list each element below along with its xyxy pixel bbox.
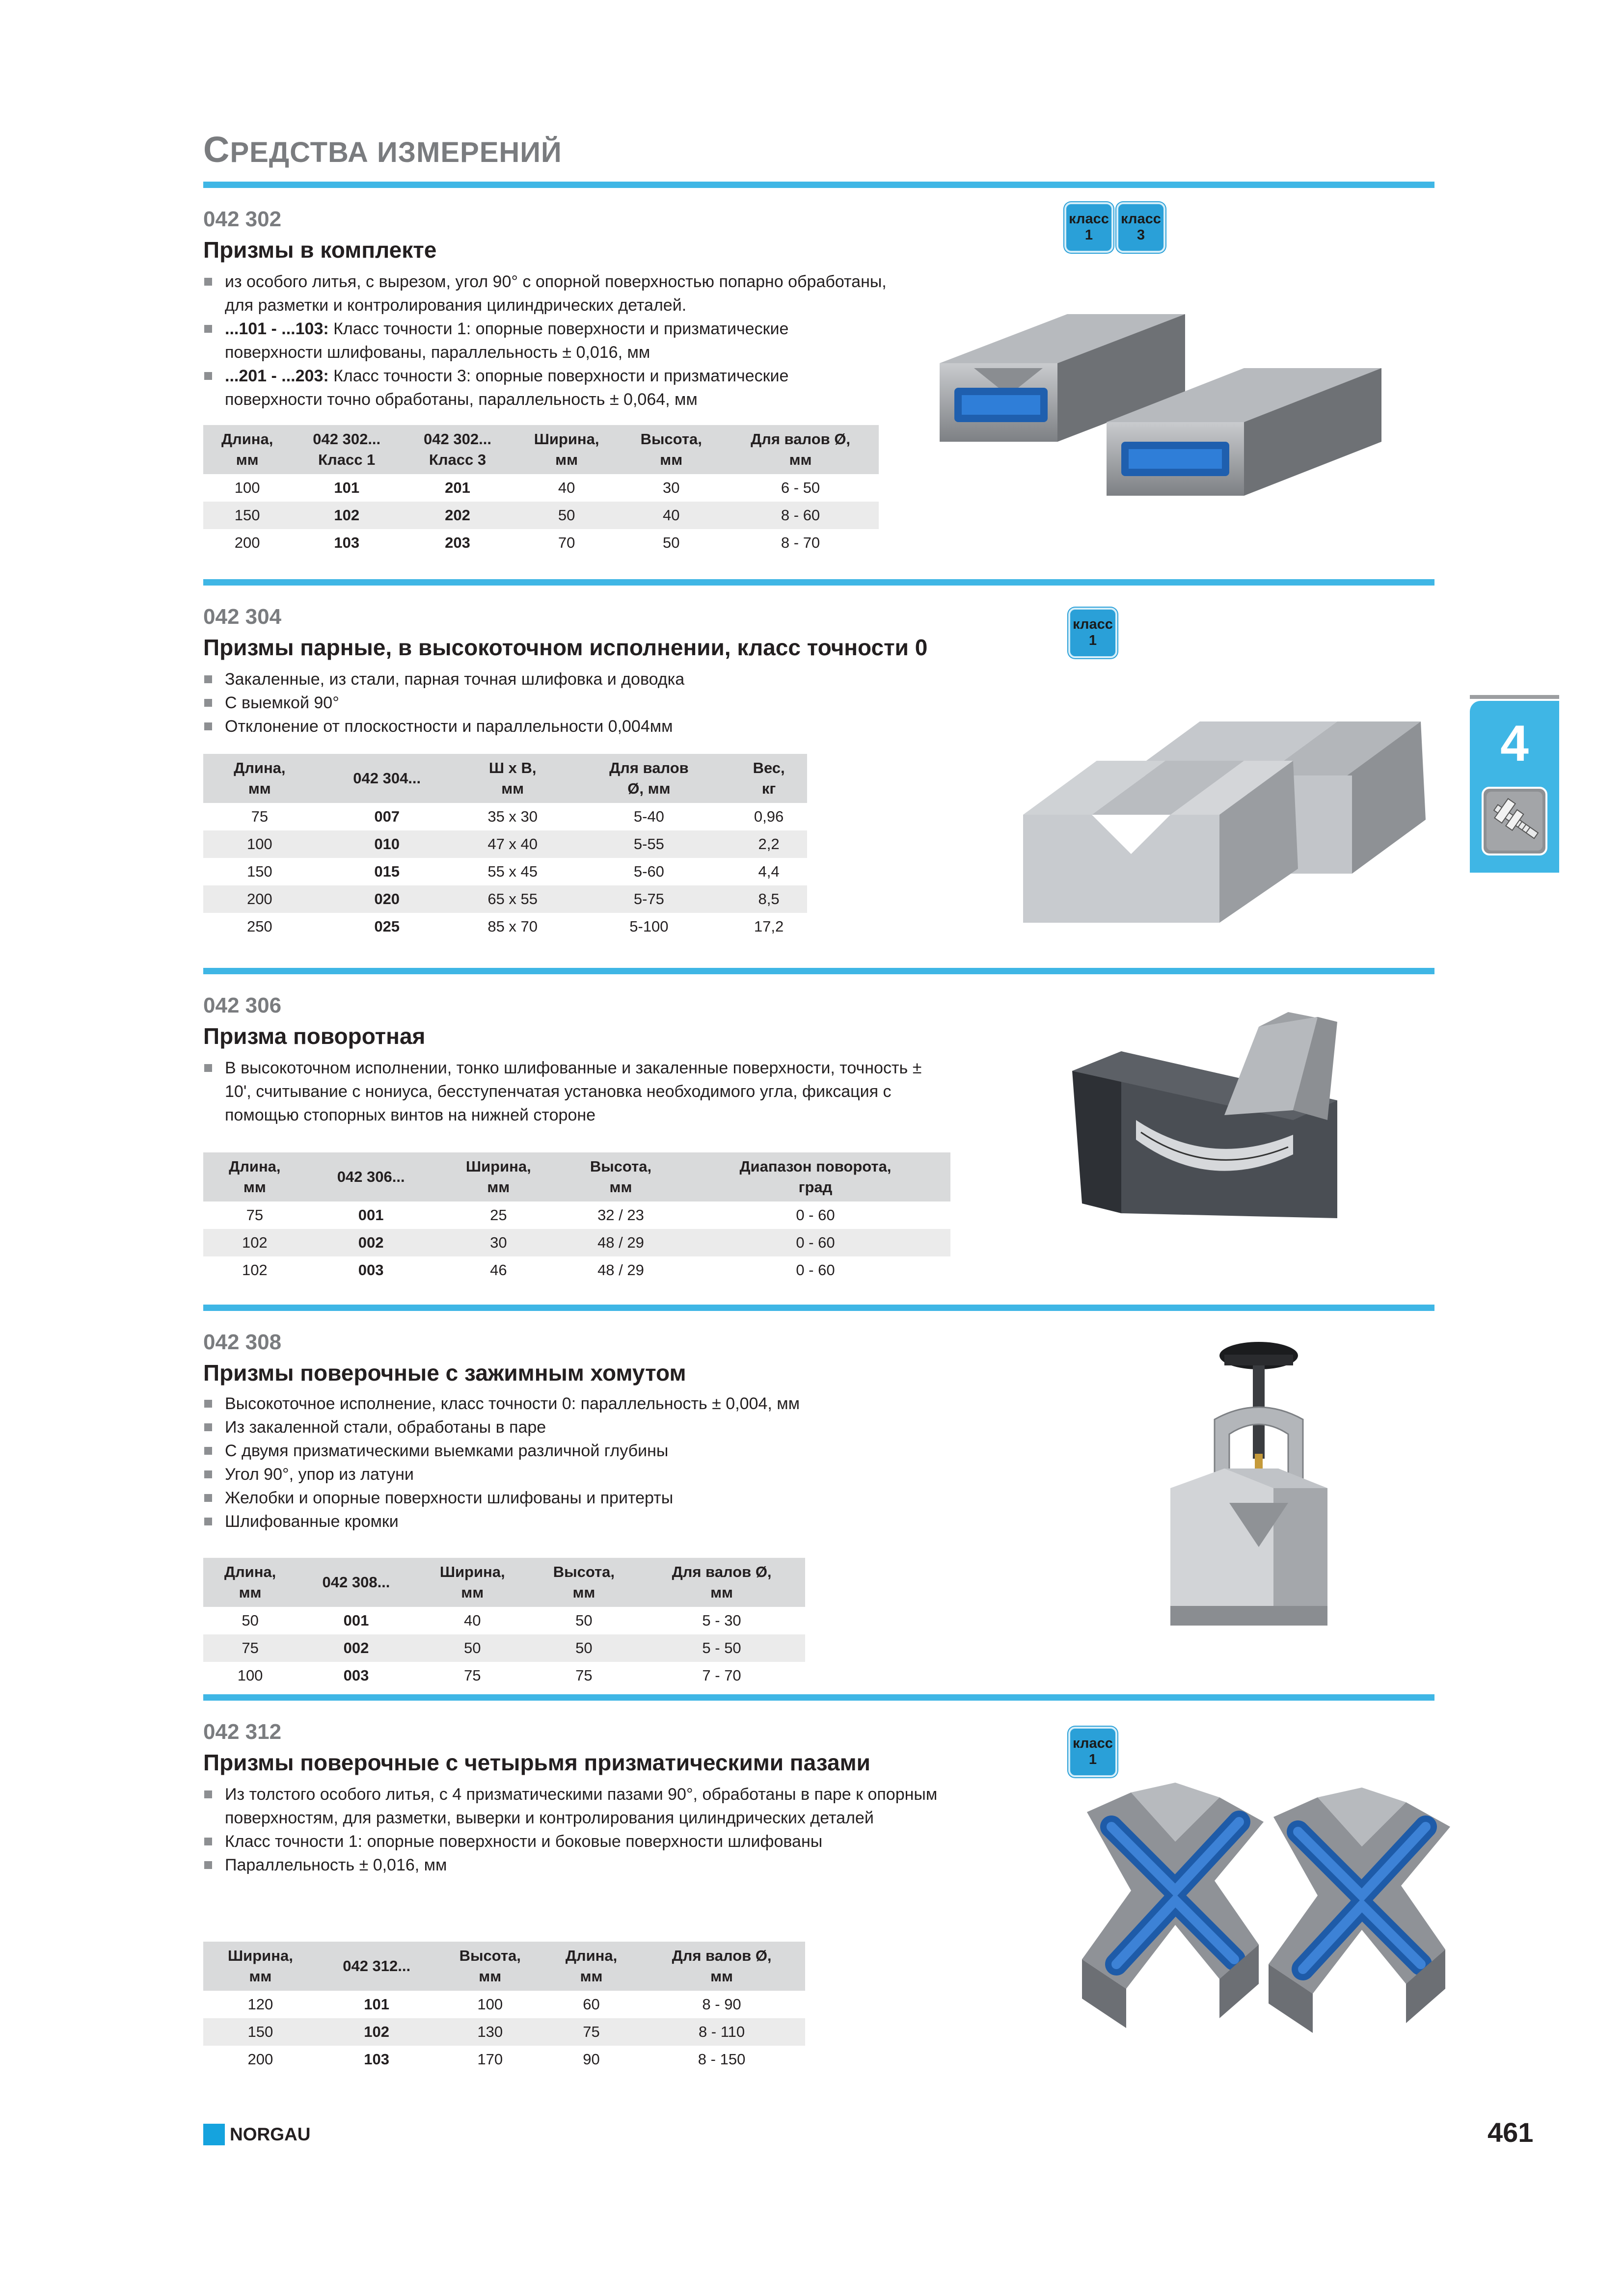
table-cell: 8 - 110 (638, 2018, 805, 2046)
table-cell: 001 (358, 1206, 384, 1224)
chapter-tab[interactable] (1470, 701, 1559, 873)
list-item: В высокоточном исполнении, тонко шлифованные и закаленные поверхности, точность ± 10', считывание с нониуса, бесступенчатая установка необходимого угла, фиксация с помощью стопорных винтов на нижней стороне (203, 1056, 940, 1127)
table-header-row (203, 1558, 805, 1607)
column-header: Для валов Ø, мм (638, 1558, 805, 1607)
table-cell: 200 (247, 2051, 273, 2068)
feature-list (203, 270, 891, 411)
list-item: Желобки и опорные поверхности шлифованы и притерты (203, 1486, 940, 1510)
column-header: 042 302... Класс 3 (402, 425, 513, 474)
table-cell: 150 (203, 502, 291, 529)
table-cell: 50 (662, 534, 680, 551)
column-header: Для валов Ø, мм (638, 1942, 805, 1991)
product-code: 042 304 (203, 605, 282, 629)
table-cell: 003 (343, 1667, 369, 1684)
table-cell: 48 / 29 (561, 1229, 680, 1256)
section-042-302 (203, 182, 1434, 560)
section-042-304 (203, 579, 1434, 957)
table-cell: 010 (316, 830, 458, 858)
table-cell: 100 (237, 1667, 263, 1684)
column-header: Длина, мм (203, 754, 316, 803)
table-cell: 7 - 70 (702, 1667, 741, 1684)
column-header: 042 306... (306, 1152, 436, 1201)
table-cell: 17,2 (754, 918, 784, 935)
column-header: 042 302... Класс 1 (291, 425, 402, 474)
table-cell: 170 (477, 2051, 503, 2068)
table-cell: 202 (402, 502, 513, 529)
table-cell: 50 (513, 502, 620, 529)
table-header-row (203, 1942, 805, 1991)
list-item: из особого литья, с вырезом, угол 90° с опорной поверхностью попарно обработаны, для разметки и контролирования цилиндрических деталей. (203, 270, 891, 317)
table-cell: 40 (558, 479, 575, 496)
spec-table (203, 754, 807, 940)
table-cell: 35 x 30 (487, 808, 538, 825)
accuracy-class-badges (1068, 608, 1117, 658)
brand-name: NORGAU (230, 2124, 311, 2144)
table-cell: 150 (203, 2018, 318, 2046)
feature-list (203, 667, 891, 738)
column-header: 042 312... (318, 1942, 436, 1991)
table-cell: 40 (620, 502, 722, 529)
table-cell: 003 (358, 1261, 384, 1279)
table-cell: 90 (583, 2051, 600, 2068)
accuracy-class-badges (1064, 202, 1165, 253)
table-header-row (203, 425, 879, 474)
table-cell: 50 (242, 1612, 259, 1629)
column-header: Ш x В, мм (458, 754, 568, 803)
brand-logo-square (203, 2124, 225, 2145)
product-code: 042 308 (203, 1330, 282, 1354)
table-cell: 5 - 30 (702, 1612, 741, 1629)
column-header: Для валов Ø, мм (568, 754, 731, 803)
table-cell: 101 (334, 479, 360, 496)
table-cell: 120 (247, 1996, 273, 2013)
table-row (203, 1662, 805, 1689)
table-cell: 100 (234, 479, 260, 496)
table-cell: 8,5 (730, 885, 807, 913)
feature-list (203, 1392, 940, 1533)
list-item: Из закаленной стали, обработаны в паре (203, 1415, 940, 1439)
section-divider (203, 968, 1434, 974)
table-header-row (203, 754, 807, 803)
column-header: Длина, мм (203, 1558, 297, 1607)
table-cell: 102 (291, 502, 402, 529)
section-042-308 (203, 1305, 1434, 1692)
table-cell: 0 - 60 (680, 1229, 950, 1256)
table-cell: 8 - 60 (722, 502, 879, 529)
table-row (203, 1991, 805, 2018)
table-cell: 65 x 55 (458, 885, 568, 913)
table-cell: 75 (463, 1667, 481, 1684)
spec-table (203, 425, 879, 557)
caliper-icon (1482, 787, 1547, 855)
table-cell: 75 (203, 1634, 297, 1662)
list-item: Шлифованные кромки (203, 1510, 940, 1533)
table-cell: 60 (583, 1996, 600, 2013)
table-cell: 102 (242, 1261, 268, 1279)
table-cell: 55 x 45 (487, 863, 538, 880)
table-cell: 47 x 40 (458, 830, 568, 858)
accuracy-class-badges (1068, 1727, 1117, 1777)
table-cell: 75 (251, 808, 269, 825)
table-row (203, 2018, 805, 2046)
table-cell: 100 (203, 830, 316, 858)
column-header: 042 308... (297, 1558, 415, 1607)
table-cell: 70 (558, 534, 575, 551)
table-cell: 103 (364, 2051, 390, 2068)
table-cell: 250 (246, 918, 272, 935)
list-item: Класс точности 1: опорные поверхности и боковые поверхности шлифованы (203, 1830, 940, 1853)
table-row (203, 1256, 950, 1284)
list-item: ...101 - ...103: Класс точности 1: опорные поверхности и призматические поверхности шлифованы, параллельность ± 0,016, мм (203, 317, 891, 364)
product-title: Призма поворотная (203, 1023, 426, 1049)
column-header: Длина, мм (203, 1152, 306, 1201)
list-item: Из толстого особого литья, с 4 призматическими пазами 90°, обработаны в паре к опорным поверхностям, для разметки, выверки и контролирования цилиндрических деталей (203, 1783, 940, 1830)
section-divider (203, 1305, 1434, 1311)
table-cell: 102 (203, 1229, 306, 1256)
column-header: Ширина, мм (436, 1152, 561, 1201)
list-item: ...201 - ...203: Класс точности 3: опорные поверхности и призматические поверхности точно обработаны, параллельность ± 0,064, мм (203, 364, 891, 411)
table-row (203, 502, 879, 529)
table-cell: 85 x 70 (487, 918, 538, 935)
column-header: Высота, мм (530, 1558, 638, 1607)
table-row (203, 913, 807, 940)
product-code: 042 306 (203, 993, 282, 1017)
table-cell: 100 (477, 1996, 503, 2013)
section-042-312 (203, 1694, 1434, 2087)
table-cell: 102 (318, 2018, 436, 2046)
column-header: Вес, кг (730, 754, 807, 803)
table-row (203, 1634, 805, 1662)
table-cell: 50 (530, 1634, 638, 1662)
page-number: 461 (1488, 2117, 1534, 2148)
table-cell: 0,96 (754, 808, 784, 825)
page-title: СРЕДСТВА ИЗМЕРЕНИЙ (203, 129, 562, 170)
table-cell: 025 (374, 918, 400, 935)
product-title: Призмы поверочные с зажимным хомутом (203, 1360, 686, 1386)
table-row (203, 885, 807, 913)
column-header: Ширина, мм (203, 1942, 318, 1991)
column-header: 042 304... (316, 754, 458, 803)
table-cell: 5-55 (568, 830, 731, 858)
chapter-number: 4 (1500, 715, 1529, 772)
column-header: Высота, мм (436, 1942, 544, 1991)
spec-table (203, 1152, 950, 1284)
table-cell: 103 (334, 534, 360, 551)
table-cell: 200 (203, 885, 316, 913)
column-header: Диапазон поворота, град (680, 1152, 950, 1201)
column-header: Длина, мм (203, 425, 291, 474)
table-cell: 5-75 (568, 885, 731, 913)
table-row (203, 858, 807, 885)
product-title: Призмы в комплекте (203, 237, 437, 263)
table-cell: 150 (246, 863, 272, 880)
product-code: 042 312 (203, 1720, 282, 1744)
table-cell: 75 (246, 1206, 264, 1224)
table-row (203, 474, 879, 502)
table-row (203, 529, 879, 557)
table-cell: 0 - 60 (796, 1261, 835, 1279)
table-cell: 6 - 50 (781, 479, 820, 496)
chapter-tab-bar (1470, 695, 1559, 699)
list-item: Отклонение от плоскостности и параллельности 0,004мм (203, 715, 891, 738)
class-badge: класс 3 (1116, 202, 1165, 253)
section-divider (203, 579, 1434, 586)
section-divider (203, 1694, 1434, 1701)
table-cell: 015 (374, 863, 400, 880)
list-item: Закаленные, из стали, парная точная шлифовка и доводка (203, 667, 891, 691)
table-cell: 0 - 60 (796, 1206, 835, 1224)
table-cell: 002 (297, 1634, 415, 1662)
table-cell: 25 (490, 1206, 507, 1224)
table-cell: 75 (575, 1667, 593, 1684)
table-row (203, 803, 807, 830)
rotary-v-block-image (1062, 1007, 1367, 1218)
feature-list (203, 1056, 940, 1127)
list-item: Параллельность ± 0,016, мм (203, 1853, 940, 1877)
list-item: С выемкой 90° (203, 691, 891, 715)
table-cell: 020 (316, 885, 458, 913)
table-cell: 32 / 23 (597, 1206, 644, 1224)
table-header-row (203, 1152, 950, 1201)
v-block-with-clamp-image (1165, 1341, 1342, 1645)
table-row (203, 2046, 805, 2073)
feature-list (203, 1783, 940, 1877)
table-cell: 5-60 (633, 863, 664, 880)
table-cell: 50 (575, 1612, 593, 1629)
spec-table (203, 1942, 805, 2073)
table-cell: 2,2 (730, 830, 807, 858)
table-cell: 002 (306, 1229, 436, 1256)
product-code: 042 302 (203, 207, 282, 231)
table-cell: 75 (544, 2018, 638, 2046)
class-badge: класс 1 (1068, 1727, 1117, 1777)
table-cell: 200 (234, 534, 260, 551)
v-block-pair-image (920, 294, 1421, 510)
section-042-306 (203, 968, 1434, 1292)
table-row (203, 830, 807, 858)
table-cell: 30 (436, 1229, 561, 1256)
list-item: Угол 90°, упор из латуни (203, 1463, 940, 1486)
table-cell: 203 (445, 534, 470, 551)
table-cell: 5-100 (629, 918, 669, 935)
table-cell: 50 (415, 1634, 530, 1662)
table-cell: 8 - 70 (781, 534, 820, 551)
column-header: Для валов Ø, мм (722, 425, 879, 474)
column-header: Ширина, мм (513, 425, 620, 474)
table-cell: 30 (662, 479, 680, 496)
product-title: Призмы поверочные с четырьмя призматическими пазами (203, 1750, 870, 1775)
table-cell: 40 (463, 1612, 481, 1629)
table-cell: 201 (445, 479, 470, 496)
table-cell: 007 (374, 808, 400, 825)
table-cell: 130 (436, 2018, 544, 2046)
class-badge: класс 1 (1068, 608, 1117, 658)
table-cell: 5 - 50 (638, 1634, 805, 1662)
class-badge: класс 1 (1064, 202, 1113, 253)
table-row (203, 1201, 950, 1229)
list-item: Высокоточное исполнение, класс точности 0: параллельность ± 0,004, мм (203, 1392, 940, 1415)
list-item: С двумя призматическими выемками различной глубины (203, 1439, 940, 1463)
column-header: Ширина, мм (415, 1558, 530, 1607)
table-cell: 48 / 29 (597, 1261, 644, 1279)
four-groove-v-block-image (1077, 1783, 1460, 2038)
precision-v-block-pair-image (1018, 677, 1489, 937)
product-title: Призмы парные, в высокоточном исполнении, класс точности 0 (203, 635, 928, 660)
section-divider (203, 182, 1434, 188)
table-row (203, 1229, 950, 1256)
spec-table (203, 1558, 805, 1689)
table-cell: 8 - 90 (702, 1996, 741, 2013)
table-cell: 8 - 150 (698, 2051, 746, 2068)
column-header: Высота, мм (620, 425, 722, 474)
column-header: Высота, мм (561, 1152, 680, 1201)
table-cell: 001 (343, 1612, 369, 1629)
column-header: Длина, мм (544, 1942, 638, 1991)
table-cell: 101 (364, 1996, 390, 2013)
table-cell: 5-40 (633, 808, 664, 825)
table-row (203, 1607, 805, 1634)
table-cell: 46 (490, 1261, 507, 1279)
table-cell: 4,4 (758, 863, 780, 880)
